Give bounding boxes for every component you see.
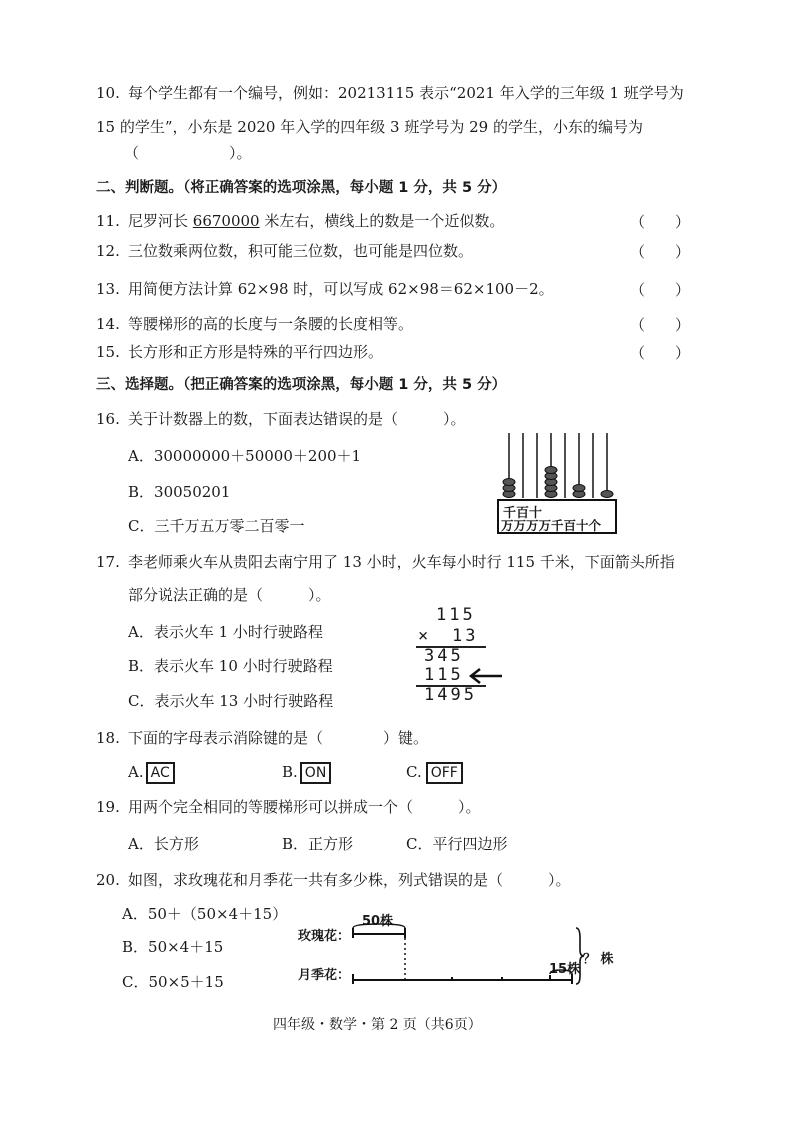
arrow-left-icon — [468, 668, 504, 684]
abacus-bottom-labels: 万万万万千百十个 — [501, 518, 602, 533]
q19-number: 19. — [96, 798, 120, 816]
q18-option-a-label: A. — [128, 763, 144, 781]
ac-key: AC — [146, 762, 175, 784]
q11-underlined-number: 6670000 — [192, 212, 260, 230]
calc-operator: × — [418, 626, 432, 646]
q10-line1: 每个学生都有一个编号，例如：20213115 表示“2021 年入学的三年级 1 班学号为 — [128, 84, 684, 102]
q11-pre: 尼罗河长 — [128, 212, 193, 230]
q17-option-a[interactable]: A．表示火车 1 小时行驶路程 — [128, 623, 323, 641]
q11-text — [128, 211, 504, 231]
q12-answer-paren[interactable]: （ ） — [630, 243, 691, 261]
section3-title: 三、选择题。（把正确答案的选项涂黑，每小题 1 分，共 5 分） — [96, 377, 507, 393]
q18-stem: 下面的字母表示消除键的是（ ）键。 — [128, 729, 429, 747]
q11-answer-paren[interactable]: （ ） — [630, 213, 691, 231]
off-key: OFF — [426, 762, 463, 784]
calc-partial-1: 345 — [424, 646, 464, 666]
q14-number: 14. — [96, 315, 120, 333]
q13-text: 用简便方法计算 62×98 时，可以写成 62×98＝62×100－2。 — [128, 280, 554, 298]
q12-number: 12. — [96, 242, 120, 260]
q16-option-c[interactable]: C．三千万五万零二百零一 — [128, 517, 305, 535]
q14-text: 等腰梯形的高的长度与一条腰的长度相等。 — [128, 315, 414, 333]
q18-option-c[interactable] — [406, 762, 463, 784]
q18-option-c-label: C. — [406, 763, 422, 781]
q20-option-b[interactable]: B．50×4＋15 — [122, 938, 224, 956]
q18-option-a[interactable] — [128, 762, 175, 784]
q17-number: 17. — [96, 553, 120, 571]
q14-answer-paren[interactable]: （ ） — [630, 316, 691, 334]
q11-post: 米左右，横线上的数是一个近似数。 — [259, 212, 505, 230]
q17-option-b[interactable]: B．表示火车 10 小时行驶路程 — [128, 657, 333, 675]
q16-stem: 关于计数器上的数，下面表达错误的是（ ）。 — [128, 410, 466, 428]
q15-text: 长方形和正方形是特殊的平行四边形。 — [128, 343, 384, 361]
calc-product: 1495 — [424, 685, 477, 705]
q20-option-c[interactable]: C．50×5＋15 — [122, 973, 224, 991]
q19-option-b[interactable]: B．正方形 — [282, 835, 354, 853]
q18-number: 18. — [96, 729, 120, 747]
q20-stem: 如图，求玫瑰花和月季花一共有多少株，列式错误的是（ ）。 — [128, 871, 571, 889]
segment-diagram — [350, 920, 585, 992]
q20-option-a[interactable]: A．50＋（50×4＋15） — [122, 905, 288, 923]
segment-50-label: 50株 — [362, 914, 394, 929]
q15-answer-paren[interactable]: （ ） — [630, 344, 691, 362]
total-label: ？ 株 — [583, 952, 614, 967]
q13-number: 13. — [96, 280, 120, 298]
q10-answer-blank[interactable]: （ ）。 — [124, 144, 252, 162]
q17-stem-line2: 部分说法正确的是（ ）。 — [128, 586, 331, 604]
q16-option-a[interactable]: A．30000000＋50000＋200＋1 — [128, 447, 362, 465]
section2-title: 二、判断题。（将正确答案的选项涂黑，每小题 1 分，共 5 分） — [96, 180, 507, 196]
month-label: 月季花： — [298, 968, 351, 983]
q16-option-b[interactable]: B．30050201 — [128, 483, 231, 501]
rose-label: 玫瑰花： — [298, 929, 351, 944]
q18-option-b[interactable] — [282, 762, 331, 784]
q17-option-c[interactable]: C．表示火车 13 小时行驶路程 — [128, 692, 334, 710]
segment-15-label: 15株 — [549, 962, 581, 977]
q20-number: 20. — [96, 871, 120, 889]
q19-stem: 用两个完全相同的等腰梯形可以拼成一个（ ）。 — [128, 798, 481, 816]
on-key: ON — [300, 762, 332, 784]
q12-text: 三位数乘两位数，积可能三位数，也可能是四位数。 — [128, 242, 474, 260]
calc-multiplier: 13 — [452, 626, 479, 646]
q19-option-a[interactable]: A．长方形 — [128, 835, 199, 853]
q10-number: 10. — [96, 84, 120, 102]
q15-number: 15. — [96, 343, 120, 361]
q19-option-c[interactable]: C．平行四边形 — [406, 835, 508, 853]
q17-stem-line1: 李老师乘火车从贵阳去南宁用了 13 小时，火车每小时行 115 千米，下面箭头所指 — [128, 553, 675, 571]
calc-multiplicand: 115 — [436, 605, 476, 625]
page-footer: 四年级・数学・第 2 页（共6页） — [273, 1017, 482, 1033]
calc-partial-2: 115 — [424, 665, 464, 685]
q13-answer-paren[interactable]: （ ） — [630, 281, 691, 299]
q18-option-b-label: B. — [282, 763, 298, 781]
q16-number: 16. — [96, 410, 120, 428]
q10-line2: 15 的学生”，小东是 2020 年入学的四年级 3 班学号为 29 的学生，小东的编号为 — [96, 118, 643, 136]
q11-number: 11. — [96, 212, 120, 230]
abacus-top-labels: 千百十 — [503, 506, 543, 521]
